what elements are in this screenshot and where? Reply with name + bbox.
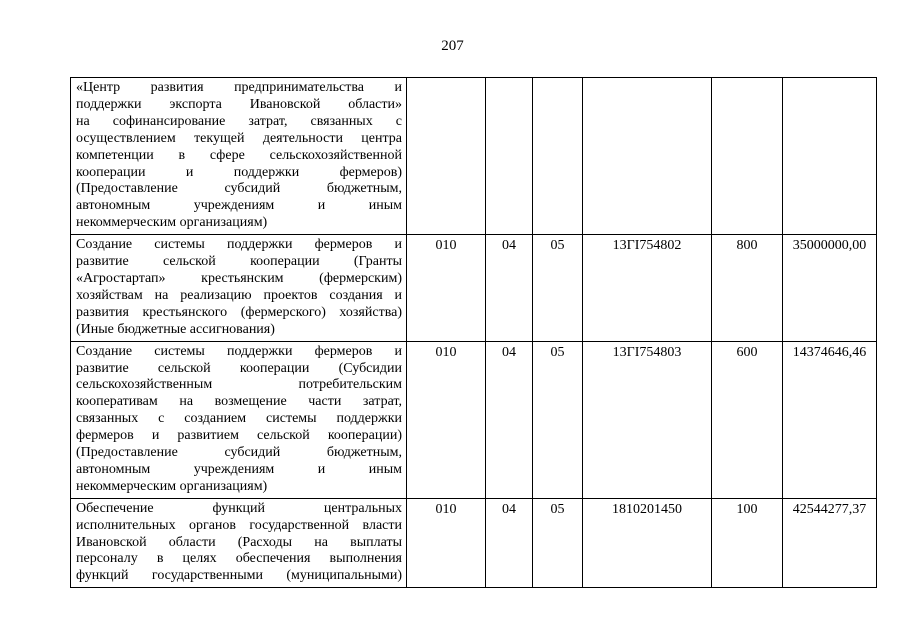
description-line: на софинансирование затрат, связанных с xyxy=(76,113,402,129)
description-line: кооперации и поддержки фермеров) xyxy=(76,164,402,180)
description-line: Ивановской области (Расходы на выплаты xyxy=(76,534,402,550)
description-line: (Предоставление субсидий бюджетным, xyxy=(76,445,402,461)
sub-code xyxy=(533,78,583,235)
expense-type-code xyxy=(712,78,783,235)
description-line: кооперативам на возмещение части затрат, xyxy=(76,394,402,410)
section-code: 010 xyxy=(407,498,486,588)
subsection-code xyxy=(486,78,533,235)
expense-type-code: 600 xyxy=(712,341,783,498)
subsection-code: 04 xyxy=(486,341,533,498)
description-line: автономным учреждениям и иным xyxy=(76,198,402,214)
description-line: некоммерческим организациям) xyxy=(76,215,268,231)
row-description xyxy=(71,78,407,235)
description-line: хозяйствам на реализацию проектов создания и xyxy=(76,287,402,303)
description-line: связанных с созданием системы поддержки xyxy=(76,411,402,427)
expense-type-code: 800 xyxy=(712,235,783,341)
sub-code: 05 xyxy=(533,235,583,341)
description-line: «Агростартап» крестьянским (фермерским) xyxy=(76,270,402,286)
page-number: 207 xyxy=(441,38,464,54)
description-line: Создание системы поддержки фермеров и xyxy=(76,343,402,359)
description-line: Обеспечение функций центральных xyxy=(76,500,402,516)
sub-code: 05 xyxy=(533,341,583,498)
amount: 42544277,37 xyxy=(783,498,877,588)
description-line: (Предоставление субсидий бюджетным, xyxy=(76,181,402,197)
target-article-code: 1810201450 xyxy=(583,498,712,588)
expense-type-code: 100 xyxy=(712,498,783,588)
row-description xyxy=(71,498,407,588)
budget-table xyxy=(70,77,877,588)
table-row xyxy=(71,498,877,588)
target-article-code: 13ГI754803 xyxy=(583,341,712,498)
sub-code: 05 xyxy=(533,498,583,588)
description-line: сельскохозяйственным потребительским xyxy=(76,377,402,393)
description-line: осуществлением текущей деятельности центра xyxy=(76,130,402,146)
subsection-code: 04 xyxy=(486,498,533,588)
description-line: автономным учреждениям и иным xyxy=(76,461,402,477)
description-line: поддержки экспорта Ивановской области» xyxy=(76,96,402,112)
description-line: развития крестьянского (фермерского) хозяйства) xyxy=(76,304,402,320)
amount: 14374646,46 xyxy=(783,341,877,498)
row-description xyxy=(71,341,407,498)
description-line: Создание системы поддержки фермеров и xyxy=(76,237,402,253)
budget-table-body xyxy=(71,78,877,588)
description-line: (Иные бюджетные ассигнования) xyxy=(76,321,275,337)
description-line: функций государственными (муниципальными) xyxy=(76,568,402,584)
amount xyxy=(783,78,877,235)
description-line: развитие сельской кооперации (Субсидии xyxy=(76,360,402,376)
description-line: фермеров и развитием сельской кооперации) xyxy=(76,428,402,444)
section-code xyxy=(407,78,486,235)
amount: 35000000,00 xyxy=(783,235,877,341)
description-line: исполнительных органов государственной власти xyxy=(76,517,402,533)
description-line: «Центр развития предпринимательства и xyxy=(76,80,402,95)
subsection-code: 04 xyxy=(486,235,533,341)
table-row xyxy=(71,341,877,498)
description-line: некоммерческим организациям) xyxy=(76,478,268,494)
table-row xyxy=(71,235,877,341)
description-line: компетенции в сфере сельскохозяйственной xyxy=(76,147,402,163)
table-row xyxy=(71,78,877,235)
target-article-code xyxy=(583,78,712,235)
row-description xyxy=(71,235,407,341)
target-article-code: 13ГI754802 xyxy=(583,235,712,341)
section-code: 010 xyxy=(407,235,486,341)
description-line: персоналу в целях обеспечения выполнения xyxy=(76,551,402,567)
section-code: 010 xyxy=(407,341,486,498)
description-line: развитие сельской кооперации (Гранты xyxy=(76,254,402,270)
